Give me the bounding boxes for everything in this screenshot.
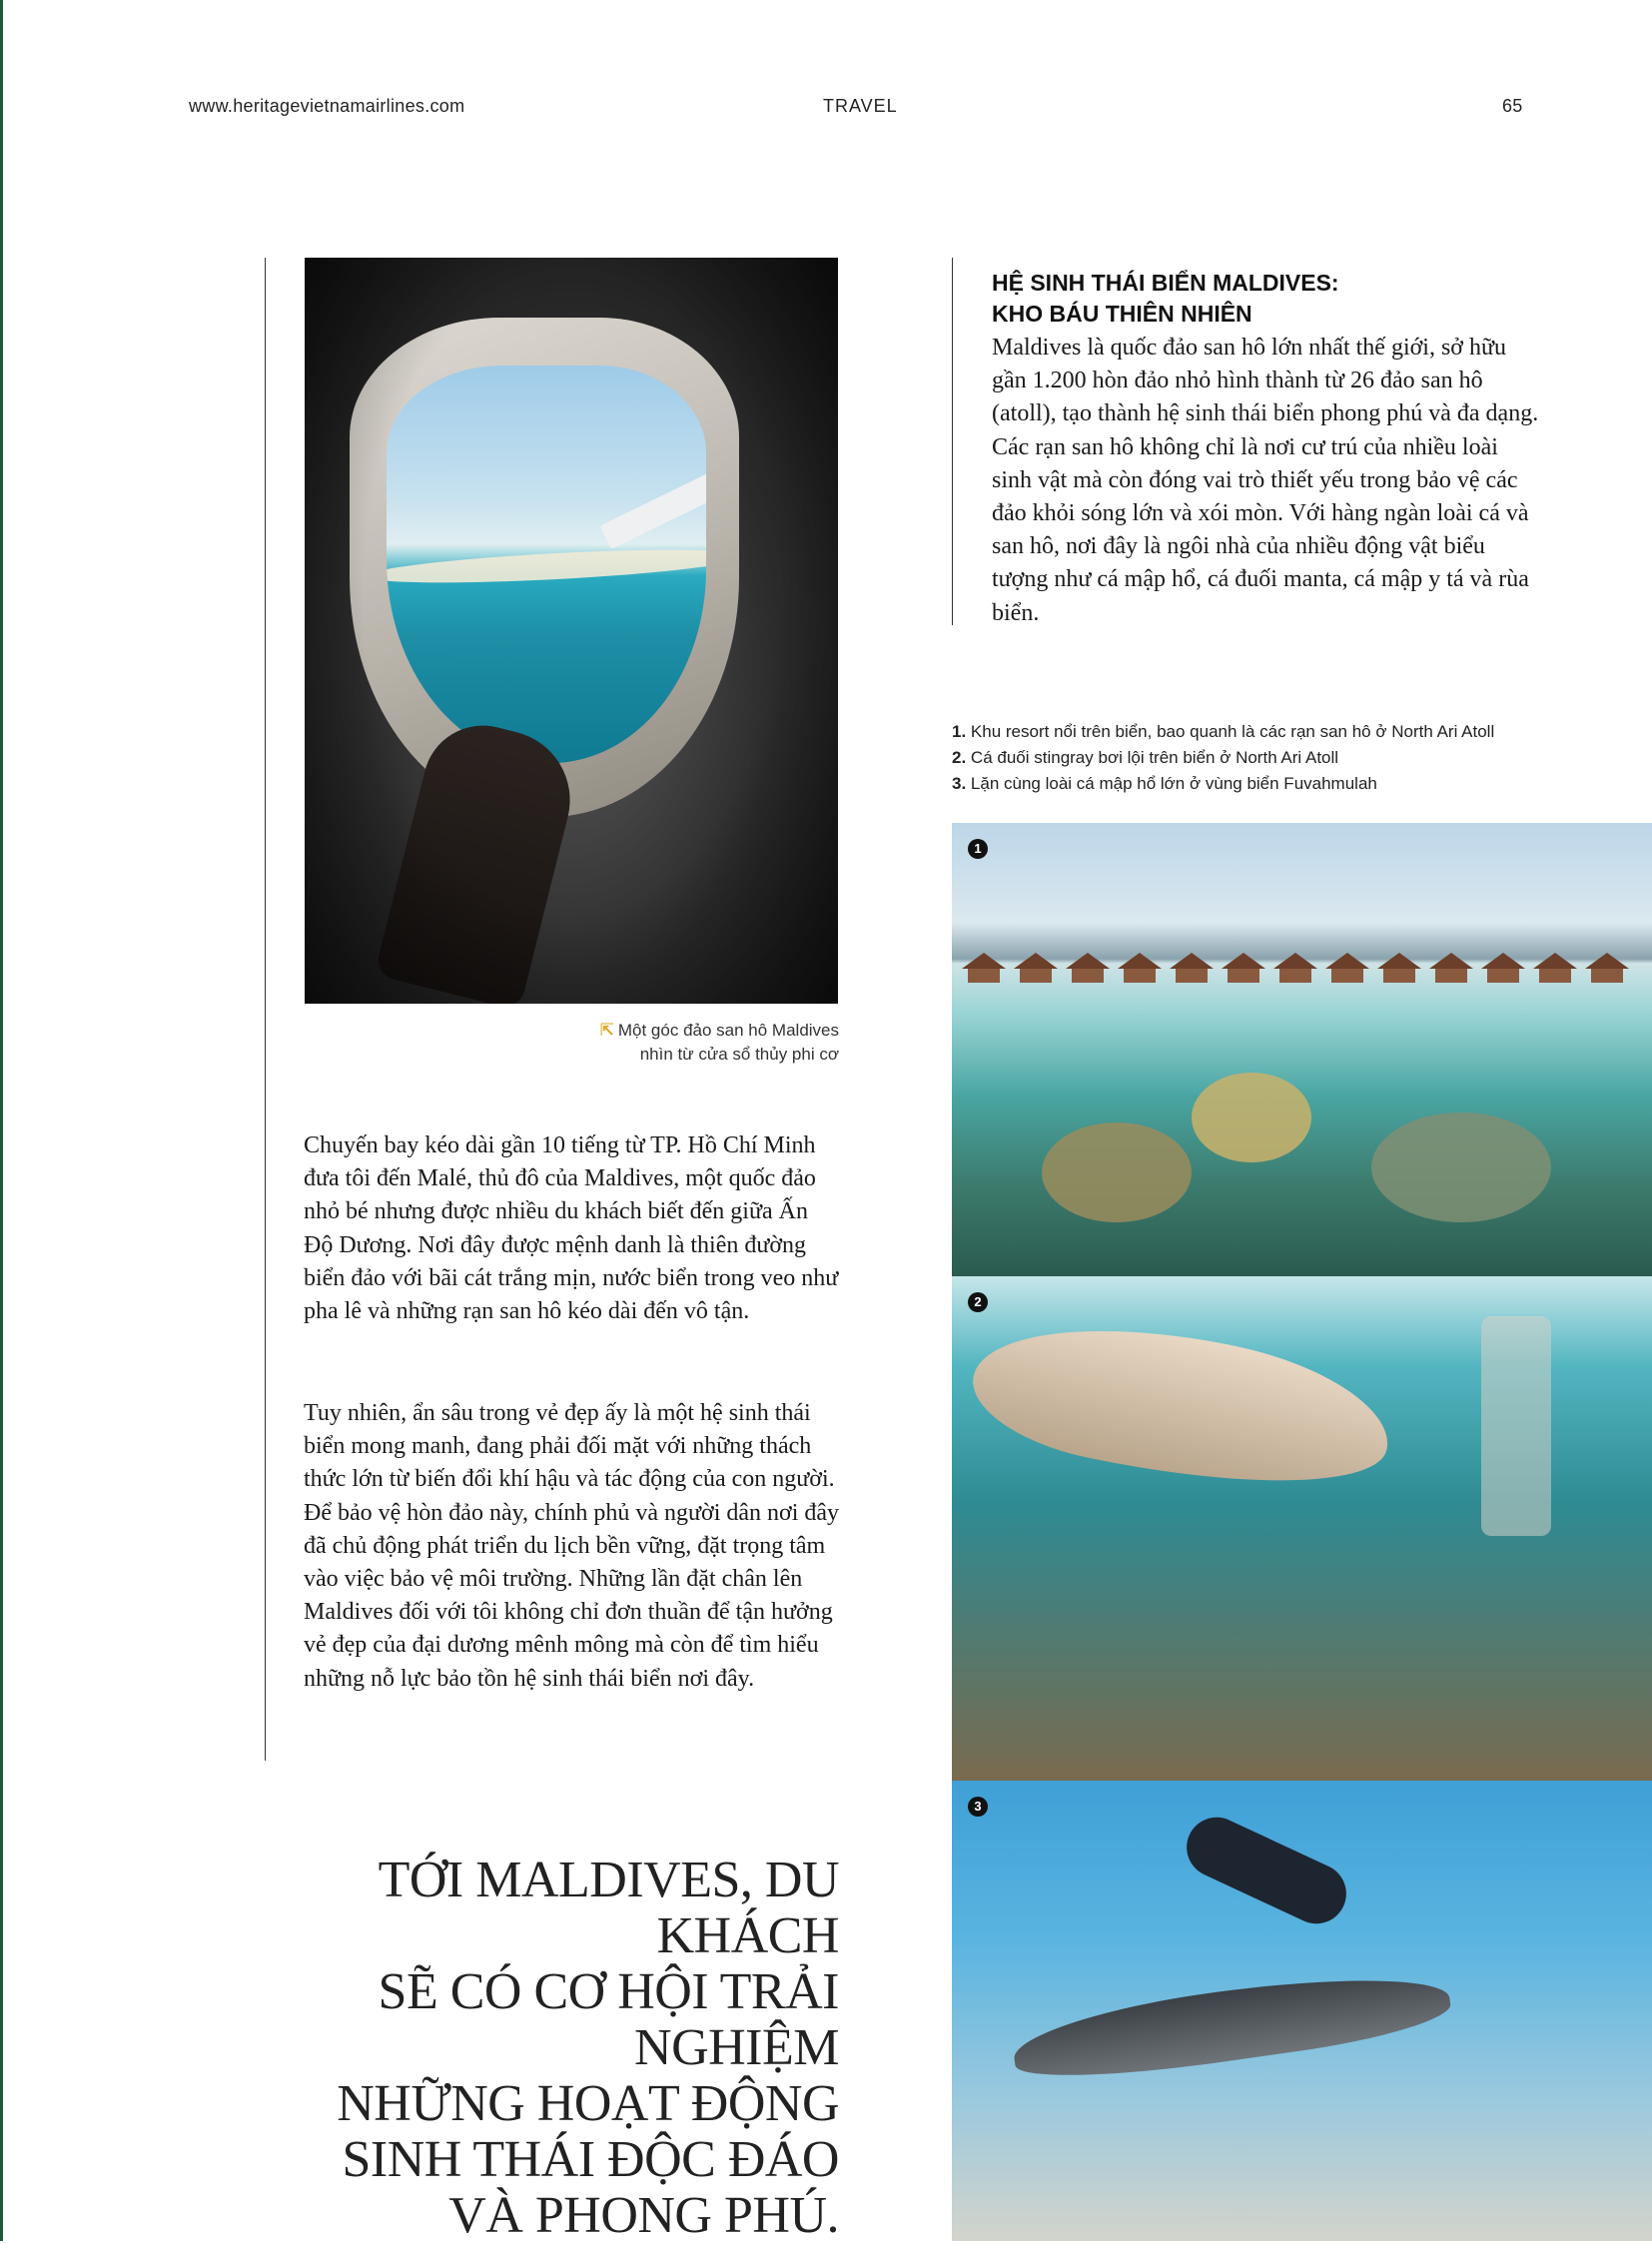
caption-arrow-icon: ⇱ [599,1021,614,1040]
caption-number: 2. [952,748,967,767]
photo-captions-list [952,719,1611,797]
caption-item [952,771,1611,797]
header-url: www.heritagevietnamairlines.com [189,96,465,116]
pull-quote [200,1853,839,2244]
caption-text: Khu resort nổi trên biển, bao quanh là các rạn san hô ở North Ari Atoll [970,722,1495,741]
caption-item [952,745,1611,771]
body-paragraph-2: Tuy nhiên, ẩn sâu trong vẻ đẹp ấy là một hệ sinh thái biển mong manh, đang phải đối mặt với những thách thức lớn từ biến đổi khí hậu và tác động của con người. Để bảo vệ hòn đảo này, chính phủ và người dân nơi đây đã chủ động phát triển du lịch bền vững, đặt trọng tâm vào việc bảo vệ môi trường. Những lần đặt chân lên Maldives đối với tôi không chỉ đơn thuần để tận hưởng vẻ đẹp của đại dương mênh mông mà còn để tìm hiểu những nỗ lực bảo tồn hệ sinh thái biển nơi đây. [304,1400,840,1692]
resort-reef-photo [952,823,1652,1276]
caption-line-2: nhìn từ cửa sổ thủy phi cơ [639,1045,839,1064]
caption-text: Cá đuối stingray bơi lội trên biển ở North Ari Atoll [970,748,1339,767]
stingray [962,1294,1401,1518]
section-heading [992,268,1551,330]
caption-text: Lặn cùng loài cá mập hổ lớn ở vùng biển Fuvahmulah [970,774,1377,793]
page-edge-stripe [0,0,3,2241]
page-number: 65 [1502,96,1523,116]
pull-quote-line: TỚI MALDIVES, DU KHÁCH [378,1852,839,1964]
coral [1042,1122,1192,1222]
photo-number-badge: 2 [968,1292,988,1312]
photo-number-badge: 3 [968,1797,988,1817]
diver-shark-photo [952,1781,1652,2241]
airplane-window-photo [305,258,838,1004]
tiger-shark [1009,1960,1453,2091]
section-heading-line-2: KHO BÁU THIÊN NHIÊN [992,301,1252,327]
left-column-rule [265,258,266,1761]
jetty-pillar [1481,1316,1551,1536]
right-column-rule [952,258,953,625]
stingray-photo [952,1276,1652,1781]
overwater-villas [952,953,1652,993]
caption-number: 3. [952,774,967,793]
photo-number-badge: 1 [968,839,988,859]
pull-quote-line: SINH THÁI ĐỘC ĐÁO [342,2131,839,2188]
body-paragraph-1: Chuyến bay kéo dài gần 10 tiếng từ TP. Hồ Chí Minh đưa tôi đến Malé, thủ đô của Maldives, một quốc đảo nhỏ bé nhưng được nhiều du khách biết đến giữa Ấn Độ Dương. Nơi đây được mệnh danh là thiên đường biển đảo với bãi cát trắng mịn, nước biển trong veo như pha lê và những rạn san hô kéo dài đến vô tận. [304,1132,839,1325]
caption-item [952,719,1611,745]
coral [1192,1073,1311,1162]
coral [1371,1113,1551,1222]
header-section: TRAVEL [823,96,898,116]
section-body: Maldives là quốc đảo san hô lớn nhất thế giới, sở hữu gần 1.200 hòn đảo nhỏ hình thành từ 26 đảo san hô (atoll), tạo thành hệ sinh thái biển phong phú và đa dạng. Các rạn san hô không chỉ là nơi cư trú của nhiều loài sinh vật mà còn đóng vai trò thiết yếu trong bảo vệ các đảo khỏi sóng lớn và xói mòn. Với hàng ngàn loài cá và san hô, nơi đây là ngôi nhà của nhiều động vật biểu tượng như cá mập hổ, cá đuối manta, cá mập y tá và rùa biển. [992,335,1539,626]
diver [1177,1808,1355,1933]
pull-quote-line: SẼ CÓ CƠ HỘI TRẢI NGHIỆM [378,1963,839,2076]
caption-line-1: Một góc đảo san hô Maldives [617,1021,839,1040]
pull-quote-line: VÀ PHONG PHÚ. [448,2187,839,2244]
photo-caption [559,1019,839,1067]
caption-number: 1. [952,722,967,741]
section-heading-line-1: HỆ SINH THÁI BIỂN MALDIVES: [992,270,1339,296]
pull-quote-line: NHỮNG HOẠT ĐỘNG [337,2075,839,2132]
